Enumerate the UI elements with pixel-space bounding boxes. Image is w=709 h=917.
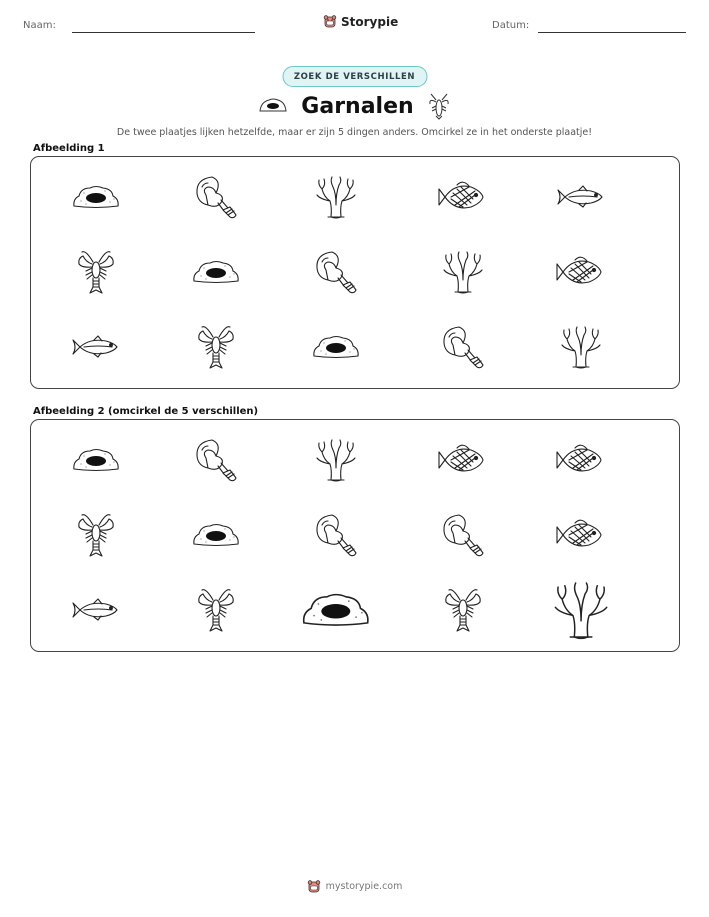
picture1-panel bbox=[30, 156, 680, 389]
sand-mound-icon bbox=[296, 311, 376, 383]
lobster-icon[interactable] bbox=[176, 574, 256, 646]
claw-icon bbox=[296, 236, 376, 308]
sand-mound-icon[interactable] bbox=[56, 424, 136, 496]
mound-icon bbox=[259, 98, 287, 114]
fish-icon bbox=[541, 236, 621, 308]
fish-icon[interactable] bbox=[541, 424, 621, 496]
tuna-icon bbox=[541, 161, 621, 233]
lobster-icon[interactable] bbox=[56, 499, 136, 571]
sand-mound-icon[interactable] bbox=[296, 574, 376, 646]
storypie-logo-icon bbox=[307, 879, 321, 894]
activity-badge: ZOEK DE VERSCHILLEN bbox=[282, 66, 427, 87]
claw-icon bbox=[423, 311, 503, 383]
sand-mound-icon bbox=[176, 236, 256, 308]
picture2-panel[interactable] bbox=[30, 419, 680, 652]
fish-icon[interactable] bbox=[423, 424, 503, 496]
tuna-icon[interactable] bbox=[56, 574, 136, 646]
fish-icon bbox=[423, 161, 503, 233]
coral-icon bbox=[423, 236, 503, 308]
page-title: Garnalen bbox=[301, 93, 414, 119]
date-line[interactable] bbox=[538, 32, 686, 33]
name-label: Naam: bbox=[23, 20, 56, 31]
claw-icon[interactable] bbox=[176, 424, 256, 496]
footer bbox=[0, 879, 709, 894]
coral-icon[interactable] bbox=[541, 574, 621, 646]
sand-mound-icon[interactable] bbox=[176, 499, 256, 571]
picture2-label: Afbeelding 2 (omcirkel de 5 verschillen) bbox=[33, 406, 259, 417]
coral-icon[interactable] bbox=[296, 424, 376, 496]
title-row bbox=[0, 92, 709, 120]
footer-url[interactable]: mystorypie.com bbox=[325, 881, 403, 892]
picture1-label: Afbeelding 1 bbox=[33, 143, 105, 154]
storypie-logo-icon bbox=[323, 14, 337, 29]
lobster-icon bbox=[56, 236, 136, 308]
claw-icon bbox=[176, 161, 256, 233]
lobster-icon[interactable] bbox=[423, 574, 503, 646]
lobster-icon bbox=[176, 311, 256, 383]
coral-icon bbox=[541, 311, 621, 383]
tuna-icon bbox=[56, 311, 136, 383]
lobster-icon bbox=[428, 92, 450, 120]
claw-icon[interactable] bbox=[423, 499, 503, 571]
brand bbox=[323, 14, 398, 29]
brand-name: Storypie bbox=[341, 14, 399, 29]
coral-icon bbox=[296, 161, 376, 233]
instruction-text: De twee plaatjes lijken hetzelfde, maar er zijn 5 dingen anders. Omcirkel ze in het onderste plaatje! bbox=[116, 127, 593, 138]
sand-mound-icon bbox=[56, 161, 136, 233]
claw-icon[interactable] bbox=[296, 499, 376, 571]
name-line[interactable] bbox=[72, 32, 255, 33]
fish-icon[interactable] bbox=[541, 499, 621, 571]
date-label: Datum: bbox=[492, 20, 530, 31]
